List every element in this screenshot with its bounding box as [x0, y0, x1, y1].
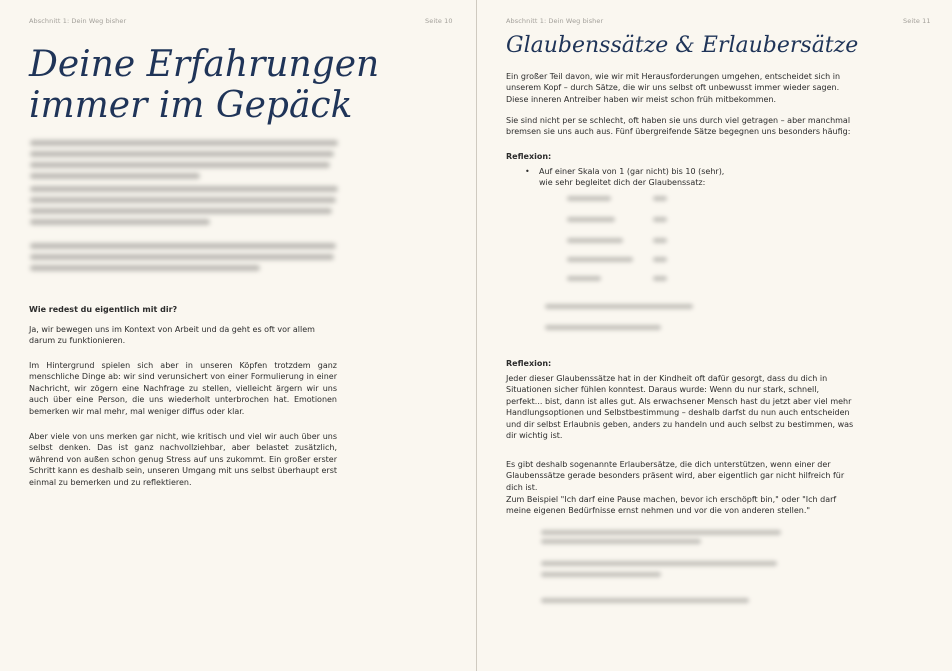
bullet-marker: •	[525, 167, 530, 176]
right-paragraph-1: Ein großer Teil davon, wie wir mit Herausforderungen umgehen, entscheidet sich in unserem Kopf – durch Sätze, die wir uns selbst oft unbewusst immer wieder sagen. Diese inneren Antreiber haben wir meist schon früh mitbekommen.	[506, 72, 841, 104]
left-page-number: Seite 10	[425, 17, 453, 25]
left-running-header: Abschnitt 1: Dein Weg bisher	[29, 17, 127, 25]
reflexion-label-1: Reflexion:	[506, 152, 552, 161]
right-paragraph-4: Es gibt deshalb sogenannte Erlaubersätze, die dich unterstützen, wenn einer der Glaubenssätze gerade besonders präsent wird, aber eigentlich gar nicht hilfreich für dich ist.	[506, 460, 845, 492]
scale-question-line-2: wie sehr begleitet dich der Glaubenssatz:	[539, 178, 706, 188]
right-running-header: Abschnitt 1: Dein Weg bisher	[506, 17, 604, 25]
right-paragraph-2: Sie sind nicht per se schlecht, oft haben sie uns durch viel getragen – aber manchmal bremsen sie uns auch aus. Fünf übergreifende Sätze begegnen uns besonders häufig:	[506, 116, 851, 137]
blurred-paragraph-2	[30, 186, 338, 230]
left-paragraph-2: Im Hintergrund spielen sich aber in unseren Köpfen trotzdem ganz menschliche Dinge ab: wir sind verunsichert von einer Formulierung in einer Nachricht, wir zögern eine Nachfrage zu stellen, vielleicht ärgern wir uns auch über eine Person, die uns wiederholt unterbrochen hat. Emotionen bemerken wir mal mehr, mal weniger diffus oder klar.	[29, 361, 337, 416]
title-line-1: Deine Erfahrungen	[29, 44, 380, 85]
scale-question-line-1: Auf einer Skala von 1 (gar nicht) bis 10 (sehr),	[539, 167, 725, 176]
blurred-paragraph-3	[30, 243, 338, 276]
right-paragraph-3: Jeder dieser Glaubenssätze hat in der Kindheit oft dafür gesorgt, dass du dich in Situationen sicher fühlen konntest. Daraus wurde: Wenn du nur stark, schnell, perfekt... bist, dann ist alles gut. Als erwachsener Mensch hast du jetzt aber viel mehr Handlungsoptionen und Selbstbestimmung – deshalb darfst du nun auch entscheiden und dir selbst Erlaubnis geben, anders zu handeln und auch selbst zu bestimmen, was dir wichtig ist.	[506, 374, 854, 441]
right-paragraph-5: Zum Beispiel "Ich darf eine Pause machen, bevor ich erschöpft bin," oder "Ich darf meine eigenen Bedürfnisse ernst nehmen und vor die von anderen stellen."	[506, 495, 837, 516]
right-page-number: Seite 11	[903, 17, 931, 25]
left-page-title	[29, 44, 379, 126]
scale-question	[539, 166, 799, 189]
title-line-2: immer im Gepäck	[29, 85, 353, 126]
left-paragraph-3: Aber viele von uns merken gar nicht, wie kritisch und viel wir auch über uns selbst denken. Das ist ganz nachvollziehbar, aber belastet zusätzlich, während von außen schon genug Stress auf uns zukommt. Ein großer erster Schritt kann es deshalb sein, unseren Umgang mit uns selbst überhaupt erst einmal zu bemerken und zu reflektieren.	[29, 432, 337, 487]
reflexion-label-2: Reflexion:	[506, 359, 552, 368]
left-paragraph-1: Ja, wir bewegen uns im Kontext von Arbeit und da geht es oft vor allem darum zu funktionieren.	[29, 325, 315, 346]
right-page	[477, 0, 952, 671]
left-question-heading: Wie redest du eigentlich mit dir?	[29, 305, 178, 314]
right-page-title: Glaubenssätze & Erlaubersätze	[506, 33, 859, 58]
blurred-paragraph-1	[30, 140, 338, 184]
